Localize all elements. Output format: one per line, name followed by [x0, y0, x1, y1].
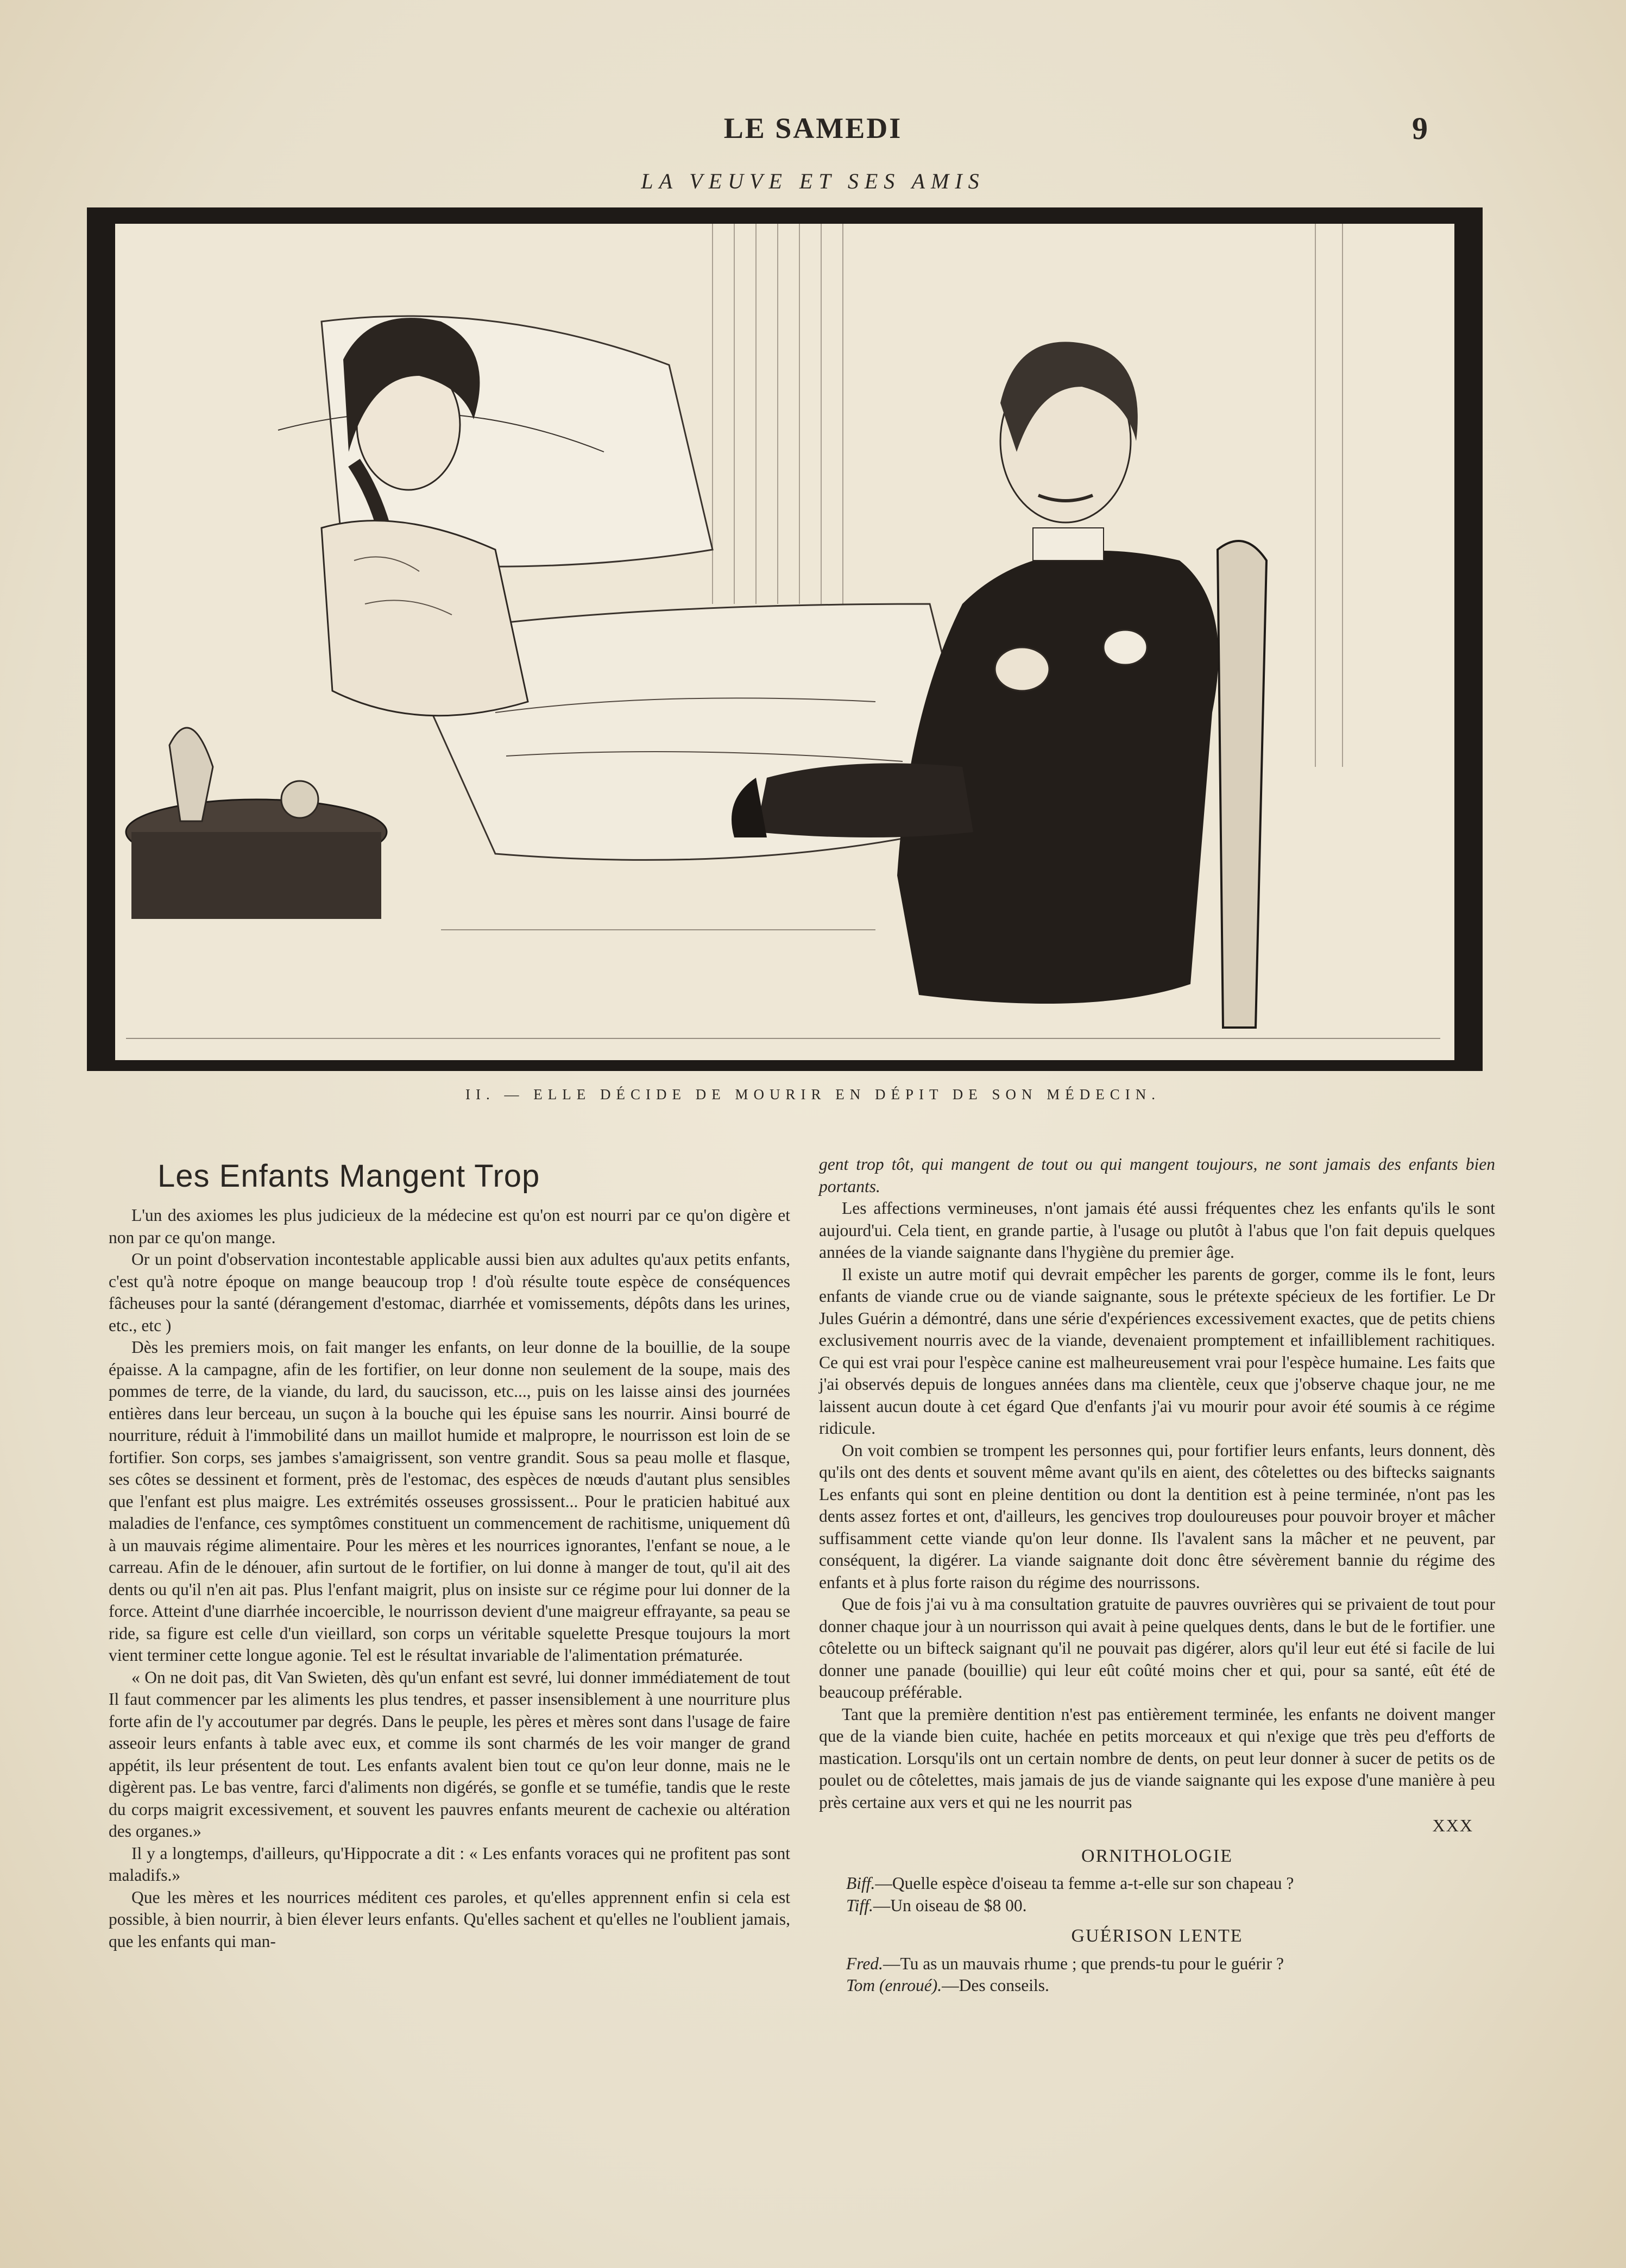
joke-line [819, 1873, 1495, 1895]
joke-line [819, 1895, 1495, 1917]
joke-speaker: Fred. [846, 1954, 883, 1973]
article-paragraph: Tant que la première dentition n'est pas entièrement terminée, les enfants ne doivent manger que de la viande bien cuite, hachée en petits morceaux et qui n'exige que très peu d'efforts de mastication. Lorsqu'ils ont un certain nombre de dents, on peut leur donner à sucer de petits os de poulet ou de côtelettes, mais jamais de jus de viande saignante qui les expose d'une manière à peu près certaine aux vers et qui ne les nourrit pas [819, 1704, 1495, 1812]
joke-line [819, 1953, 1495, 1975]
article-continuation: gent trop tôt, qui mangent de tout ou qui mangent toujours, ne sont jamais des enfants bien portants. [819, 1155, 1495, 1196]
article-column-right [819, 1154, 1495, 1997]
masthead: LE SAMEDI [723, 112, 903, 144]
article-paragraph: Que de fois j'ai vu à ma consultation gratuite de pauvres ouvrières qui se privaient de tout pour donner chaque jour à un nourrisson qui avait à peine quelques dents, dans le but de le fortifier. une côtelette ou un bifteck saignant qu'il ne pouvait pas digérer, alors qu'il leur eut été si facile de lui donner une panade (bouillie) qui leur eût coûté moins cher et qui, pour sa santé, eût été de beaucoup préférable. [819, 1595, 1495, 1702]
joke-text: —Des conseils. [942, 1976, 1049, 1995]
illustration-caption: II. — ELLE DÉCIDE DE MOURIR EN DÉPIT DE SON MÉDECIN. [465, 1086, 1161, 1102]
illustration-title: LA VEUVE ET SES AMIS [641, 169, 985, 193]
joke-speaker: Tom (enroué). [846, 1976, 942, 1995]
joke-speaker: Biff. [846, 1874, 875, 1893]
joke-heading-guerison-lente: GUÉRISON LENTE [1071, 1926, 1243, 1946]
joke-speaker: Tiff. [846, 1895, 873, 1915]
article-column-left [109, 1205, 790, 1952]
article-paragraph: Or un point d'observation incontestable applicable aussi bien aux adultes qu'aux petits enfants, c'est qu'à notre époque on mange beaucoup trop ! d'où résulte toute espèce de conséquences fâcheuses pour la santé (dérangement d'estomac, diarrhée et vomissements, dépôts dans les urines, etc., etc ) [109, 1250, 790, 1335]
illustration-frame [87, 207, 1483, 1071]
joke-text: —Tu as un mauvais rhume ; que prends-tu pour le guérir ? [883, 1954, 1284, 1973]
article-paragraph: Il existe un autre motif qui devrait empêcher les parents de gorger, comme ils le font, leurs enfants de viande crue ou de viande saignante, sous le prétexte spécieux de les fortifier. Le Dr Jules Guérin a démontré, dans une série d'expériences excessivement exactes, que de petits chiens exclusivement nourris avec de la viande, devenaient promptement et infailliblement rachitiques. Ce qui est vrai pour l'espèce canine est malheureusement vrai pour l'espèce humaine. Les faits que j'ai observés depuis de longues années dans ma clientèle, ceux que j'observe chaque jour, ne me laissent aucun doute à cet égard Que d'enfants j'ai vu mourir pour avoir été soumis à ce régime ridicule. [819, 1264, 1495, 1438]
article-title: Les Enfants Mangent Trop [157, 1158, 540, 1194]
article-paragraph: « On ne doit pas, dit Van Swieten, dès qu'un enfant est sevré, lui donner immédiatement de tout Il faut commencer par les aliments les plus tendres, et passer insensiblement à une nourriture plus forte afin de l'y accoutumer par degrés. Dans le peuple, les pères et mères sont dans l'usage de faire asseoir leurs enfants à table avec eux, et comme ils sont charmés de les voir manger de grand appétit, ils leur présentent de tout. Les enfants avalent bien tout ce qu'on leur donne, mais ne le digèrent pas. Le bas ventre, farci d'aliments non digérés, se gonfle et se tuméfie, tandis que le reste du corps maigrit excessivement, et souvent les pauvres enfants meurent de cachexie ou altération des organes.» [109, 1667, 790, 1841]
illustration-engraving [115, 224, 1454, 1060]
engraving-drawing [115, 224, 1454, 1060]
joke-line [819, 1975, 1495, 1997]
article-paragraph: On voit combien se trompent les personnes qui, pour fortifier leurs enfants, leurs donnent, dès qu'ils ont des dents et souvent même avant qu'ils en aient, des côtelettes ou des biftecks saignants Les enfants qui sont en pleine dentition ou dont la dentition est à peine terminée, n'ont pas les dents assez fortes et ont, d'ailleurs, les gencives trop douloureuses pour pouvoir broyer et mâcher suffisamment cette viande qu'on leur donne. Ils l'avalent sans la mâcher et ne peuvent, par conséquent, la digérer. La viande saignante doit donc être sévèrement bannie du régime des enfants et à plus forte raison du régime des nourrissons. [819, 1440, 1495, 1592]
article-paragraph: Dès les premiers mois, on fait manger les enfants, on leur donne de la bouillie, de la soupe épaisse. A la campagne, afin de les fortifier, on leur donne non seulement de la soupe, mais des pommes de terre, de la viande, du lard, du saucisson, etc..., puis on les laisse ainsi des journées entières dans leur berceau, un suçon à la bouche qui les épuise sans les nourrir. Ainsi bourré de nourriture, réduit à l'immobilité dans un maillot humide et malpropre, le nourrisson est loin de se fortifier. Son corps, ses jambes s'amaigrissent, son ventre grandit. Sous sa peau molle et flasque, ses côtes se dessinent et forment, près de l'estomac, des espèces de nœuds d'autant plus sensibles que l'enfant est plus maigre. Les extrémités osseuses grossissent... Pour le praticien habitué aux maladies de l'enfance, ces symptômes constituent un commencement de rachitisme, uniquement dû à un mauvais régime alimentaire. Pour les mères et les nourrices ignorantes, l'enfant se noue, a le carreau. Afin de le dénouer, afin surtout de le fortifier, on lui donne à manger de tout, qu'il ait des dents ou qu'il n'en ait pas. Plus l'enfant maigrit, plus on insiste sur ce régime pour lui donner de la force. Atteint d'une diarrhée incoercible, le nourrisson devient d'une maigreur effrayante, sa peau se ride, sa figure est celle d'un vieillard, son corps un véritable squelette Presque toujours la mort vient terminer cette longue agonie. Tel est le résultat invariable de l'alimentation prématurée. [109, 1338, 790, 1665]
article-paragraph: Les affections vermineuses, n'ont jamais été aussi fréquentes chez les enfants qu'ils le sont aujourd'ui. Cela tient, en grande partie, à l'usage ou plutôt à l'abus que l'on fait depuis quelques années de la viande saignante dans l'hygiène du premier âge. [819, 1199, 1495, 1262]
article-paragraph: Que les mères et les nourrices méditent ces paroles, et qu'elles apprennent enfin si cela est possible, à bien nourrir, à bien élever leurs enfants. Qu'elles sachent et qu'elles ne l'oublient jamais, que les enfants qui man- [109, 1887, 790, 1951]
article-paragraph: L'un des axiomes les plus judicieux de la médecine est qu'on est nourri par ce qu'on digère et non par ce qu'on mange. [109, 1206, 790, 1247]
joke-heading-ornithologie: ORNITHOLOGIE [1081, 1845, 1233, 1866]
joke-text: —Un oiseau de $8 00. [873, 1895, 1027, 1915]
article-paragraph: Il y a longtemps, d'ailleurs, qu'Hippocrate a dit : « Les enfants voraces qui ne profitent pas sont maladifs.» [109, 1843, 790, 1885]
page-number: 9 [1412, 111, 1428, 146]
article-signature: XXX [1432, 1816, 1473, 1835]
joke-text: —Quelle espèce d'oiseau ta femme a-t-elle sur son chapeau ? [875, 1874, 1294, 1893]
